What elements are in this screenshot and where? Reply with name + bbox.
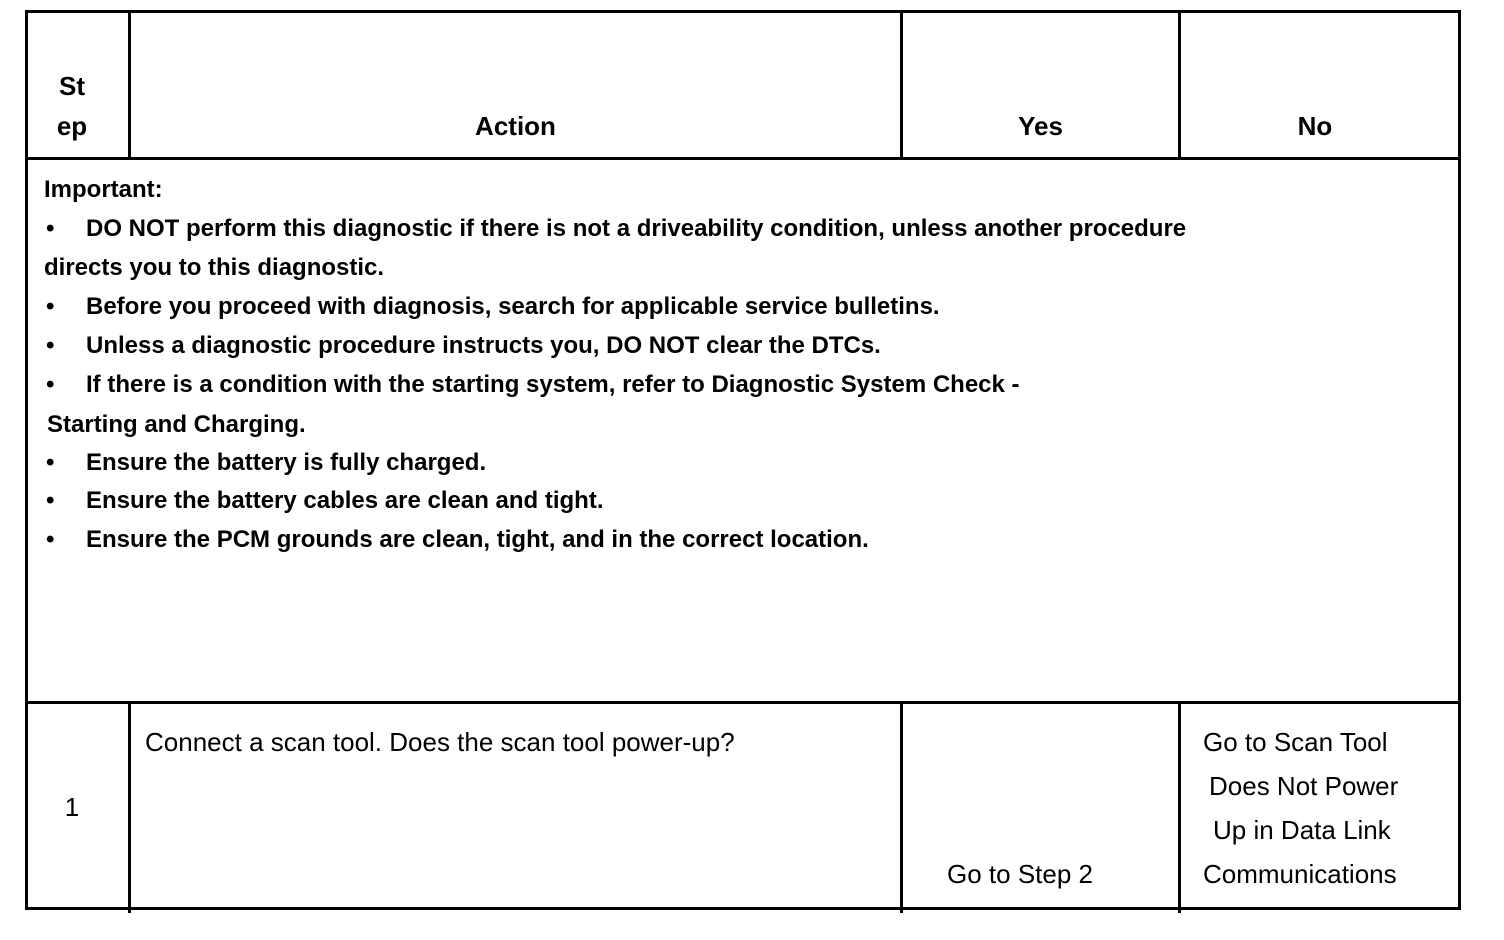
row1-action: Connect a scan tool. Does the scan tool power-up? xyxy=(145,727,735,757)
note-item-4-line2: Starting and Charging. xyxy=(47,411,306,438)
header-step-line1: St xyxy=(59,71,85,101)
header-divider xyxy=(28,157,1458,160)
diagnostic-table xyxy=(25,10,1461,910)
bullet-icon: • xyxy=(46,332,55,359)
yes-column-divider-row1 xyxy=(1178,703,1181,913)
row1-no-line4: Communications xyxy=(1203,859,1397,889)
bullet-icon: • xyxy=(46,215,55,242)
bullet-icon: • xyxy=(46,371,55,398)
row1-no-line1: Go to Scan Tool xyxy=(1203,727,1388,757)
row1-no-line2: Does Not Power xyxy=(1209,771,1399,801)
header-action: Action xyxy=(475,111,556,141)
note-item-3-text: Unless a diagnostic procedure instructs you, DO NOT clear the DTCs. xyxy=(86,332,881,359)
note-item-4 xyxy=(44,370,1020,400)
bullet-icon: • xyxy=(46,526,55,553)
row1-yes: Go to Step 2 xyxy=(947,859,1093,889)
note-item-6 xyxy=(44,486,604,516)
header-step xyxy=(28,66,116,146)
note-item-7-text: Ensure the PCM grounds are clean, tight, and in the correct location. xyxy=(86,526,869,553)
note-item-5-text: Ensure the battery is fully charged. xyxy=(86,449,487,476)
important-title: Important: xyxy=(44,176,163,203)
note-item-1-line2: directs you to this diagnostic. xyxy=(44,254,385,281)
note-item-2 xyxy=(44,292,940,322)
bullet-icon: • xyxy=(46,487,55,514)
step-column-divider-row1 xyxy=(128,703,131,913)
bullet-icon: • xyxy=(46,449,55,476)
row1-no-line3: Up in Data Link xyxy=(1213,815,1391,845)
note-item-1-line1: DO NOT perform this diagnostic if there is not a driveability condition, unless another procedure xyxy=(86,215,1187,242)
bullet-icon: • xyxy=(46,293,55,320)
note-item-6-text: Ensure the battery cables are clean and tight. xyxy=(86,487,604,514)
note-item-3 xyxy=(44,331,881,361)
notes-divider xyxy=(28,701,1458,704)
header-step-line2: ep xyxy=(56,111,88,141)
row1-step: 1 xyxy=(64,792,80,822)
note-item-4-line1: If there is a condition with the starting system, refer to Diagnostic System Check - xyxy=(86,371,1020,398)
header-yes: Yes xyxy=(1018,111,1063,141)
header-no: No xyxy=(1297,111,1333,141)
note-item-2-text: Before you proceed with diagnosis, search for applicable service bulletins. xyxy=(86,293,940,320)
note-item-7 xyxy=(44,525,869,555)
action-column-divider-row1 xyxy=(900,703,903,913)
note-item-5 xyxy=(44,448,486,478)
note-item-1 xyxy=(44,214,1186,244)
